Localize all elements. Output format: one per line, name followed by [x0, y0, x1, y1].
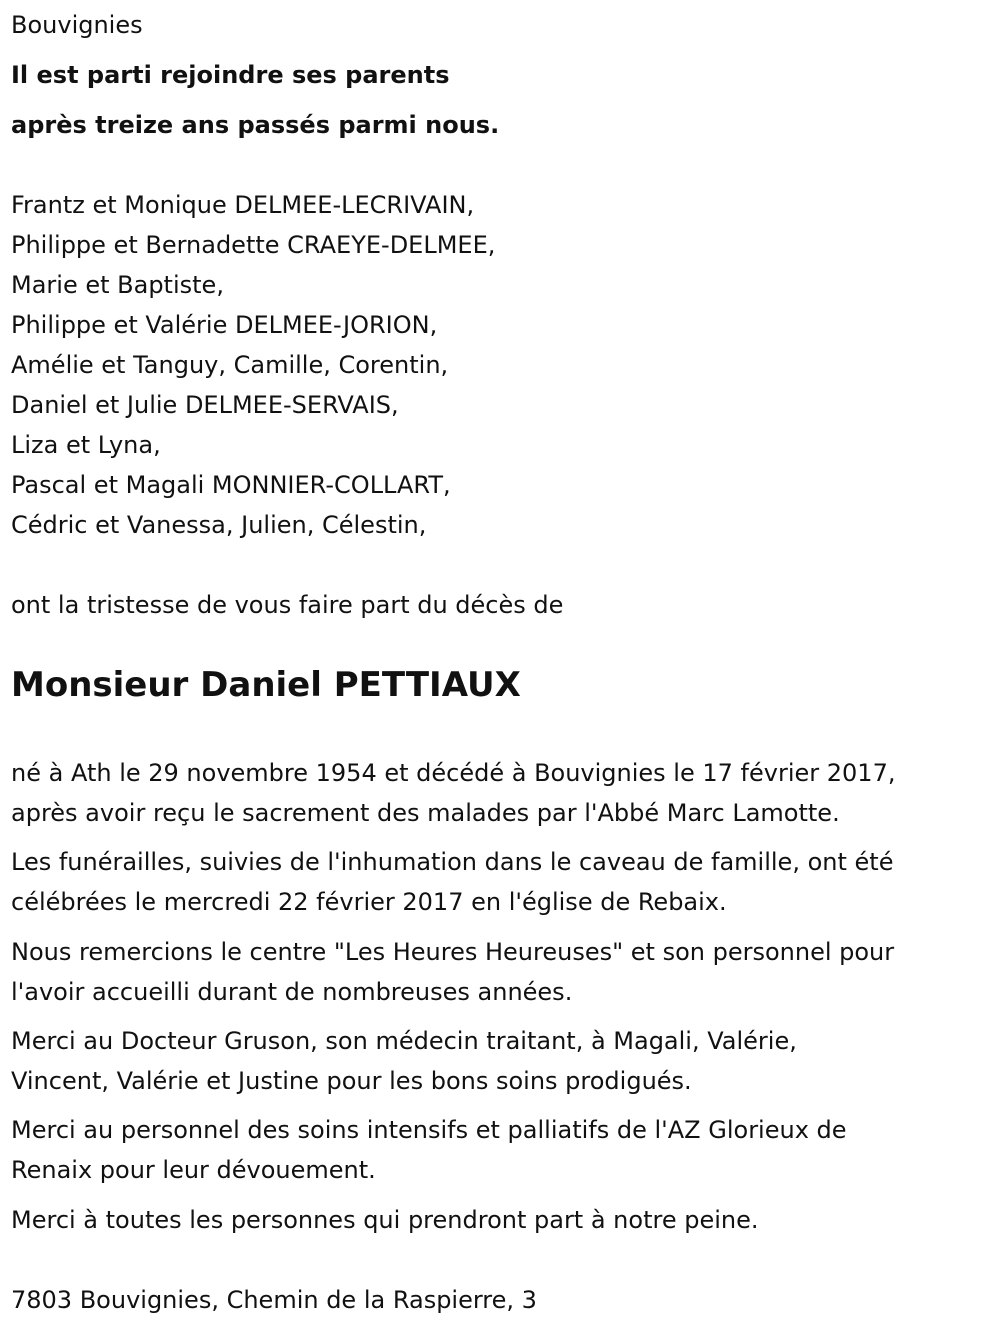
paragraph-line: Nous remercions le centre "Les Heures Heureuses" et son personnel pour: [11, 938, 895, 966]
epitaph-line-1: Il est parti rejoindre ses parents: [11, 61, 450, 89]
paragraph-line: Merci au personnel des soins intensifs et palliatifs de l'AZ Glorieux de: [11, 1116, 847, 1144]
paragraph-line: célébrées le mercredi 22 février 2017 en l'église de Rebaix.: [11, 888, 727, 916]
deceased-name: Monsieur Daniel PETTIAUX: [11, 665, 521, 705]
announcement-text: ont la tristesse de vous faire part du décès de: [11, 591, 564, 619]
location-heading: Bouvignies: [11, 11, 143, 39]
family-line: Amélie et Tanguy, Camille, Corentin,: [11, 351, 449, 379]
address-line: 7803 Bouvignies, Chemin de la Raspierre, 3: [11, 1286, 537, 1314]
paragraph-line: Merci à toutes les personnes qui prendront part à notre peine.: [11, 1206, 759, 1234]
family-line: Pascal et Magali MONNIER-COLLART,: [11, 471, 451, 499]
family-line: Philippe et Valérie DELMEE-JORION,: [11, 311, 438, 339]
paragraph-line: Renaix pour leur dévouement.: [11, 1156, 376, 1184]
paragraph-line: Vincent, Valérie et Justine pour les bons soins prodigués.: [11, 1067, 692, 1095]
family-line: Liza et Lyna,: [11, 431, 161, 459]
paragraph-line: Merci au Docteur Gruson, son médecin traitant, à Magali, Valérie,: [11, 1027, 797, 1055]
family-line: Marie et Baptiste,: [11, 271, 224, 299]
paragraph-line: Les funérailles, suivies de l'inhumation dans le caveau de famille, ont été: [11, 848, 894, 876]
paragraph-line: l'avoir accueilli durant de nombreuses années.: [11, 978, 573, 1006]
family-line: Frantz et Monique DELMEE-LECRIVAIN,: [11, 191, 475, 219]
family-line: Daniel et Julie DELMEE-SERVAIS,: [11, 391, 399, 419]
paragraph-line: né à Ath le 29 novembre 1954 et décédé à Bouvignies le 17 février 2017,: [11, 759, 896, 787]
family-line: Philippe et Bernadette CRAEYE-DELMEE,: [11, 231, 496, 259]
epitaph-line-2: après treize ans passés parmi nous.: [11, 111, 500, 139]
paragraph-line: après avoir reçu le sacrement des malades par l'Abbé Marc Lamotte.: [11, 799, 840, 827]
family-line: Cédric et Vanessa, Julien, Célestin,: [11, 511, 427, 539]
